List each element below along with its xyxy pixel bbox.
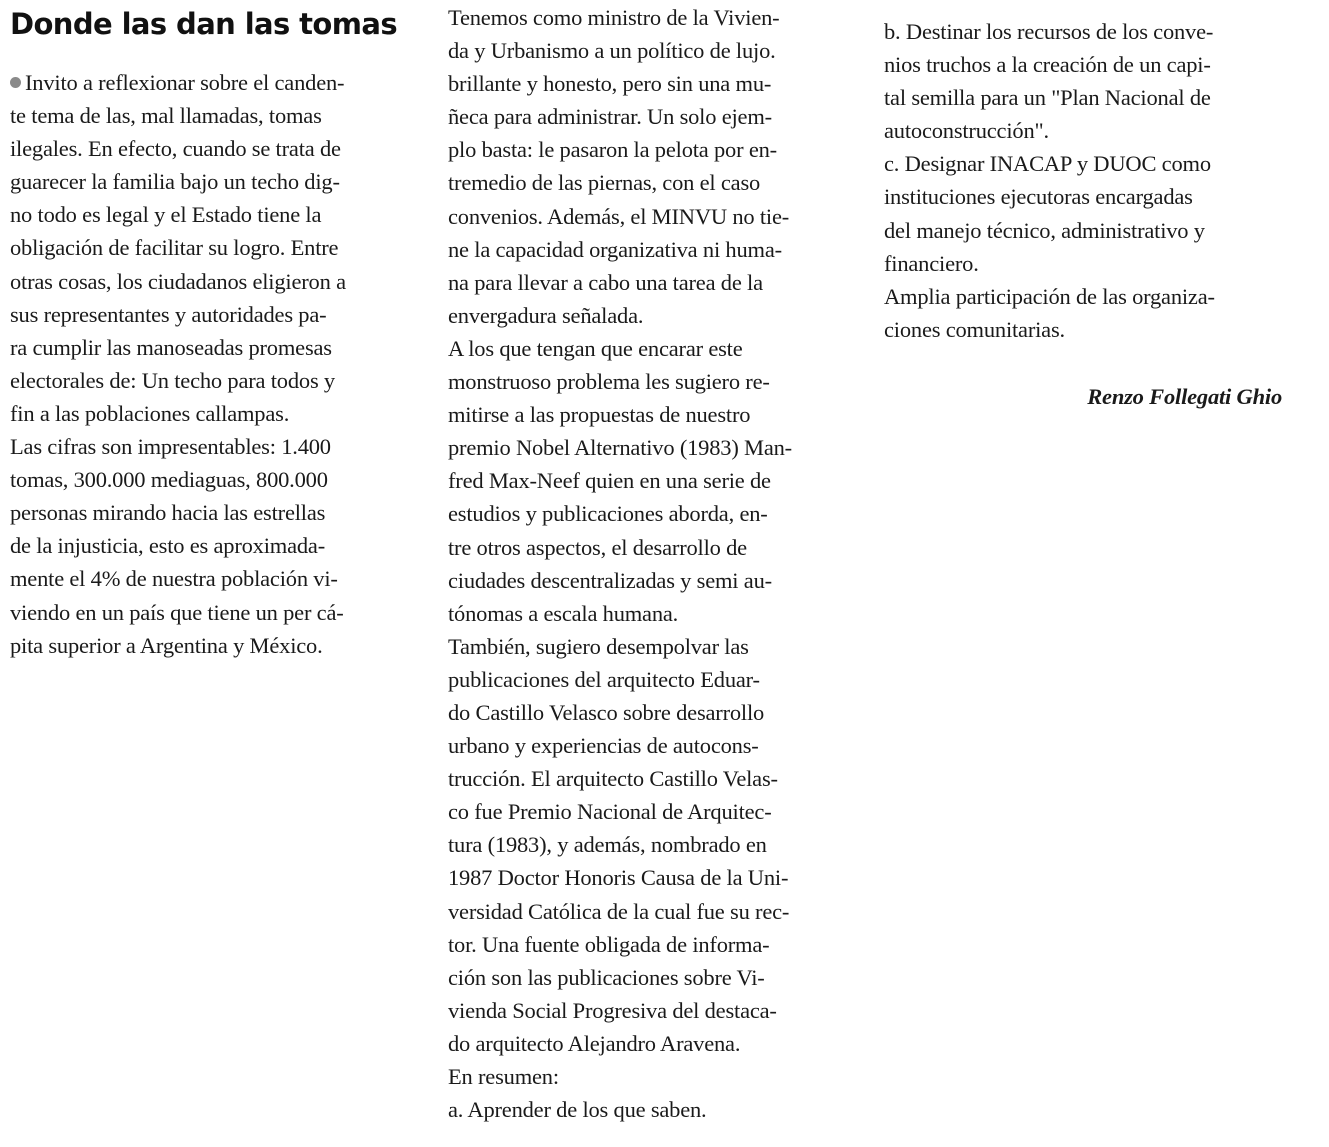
text-line: ra cumplir las manoseadas promesas xyxy=(10,334,332,360)
text-line: co fue Premio Nacional de Arquitec- xyxy=(448,799,772,825)
text-line: instituciones ejecutoras encargadas xyxy=(884,184,1193,210)
text-line: do arquitecto Alejandro Aravena. xyxy=(448,1030,741,1056)
article-column-2 xyxy=(448,0,858,1126)
text-line: ñeca para administrar. Un solo ejem- xyxy=(448,104,772,130)
text-line: tura (1983), y además, nombrado en xyxy=(448,832,767,858)
text-line: fred Max-Neef quien en una serie de xyxy=(448,468,771,494)
text-line: nios truchos a la creación de un capi- xyxy=(884,52,1211,78)
text-line: b. Destinar los recursos de los conve- xyxy=(884,19,1214,44)
text-line: personas mirando hacia las estrellas xyxy=(10,500,326,526)
text-line: urbano y experiencias de autocons- xyxy=(448,733,759,759)
text-line: ciones comunitarias. xyxy=(884,316,1065,342)
text-line: A los que tengan que encarar este xyxy=(448,335,743,361)
text-line: fin a las poblaciones callampas. xyxy=(10,400,290,426)
column-1-text xyxy=(10,66,420,662)
text-line: mitirse a las propuestas de nuestro xyxy=(448,402,751,428)
text-line: do Castillo Velasco sobre desarrollo xyxy=(448,699,765,725)
text-line: pita superior a Argentina y México. xyxy=(10,632,323,658)
text-line: del manejo técnico, administrativo y xyxy=(884,217,1205,243)
text-line: trucción. El arquitecto Castillo Velas- xyxy=(448,766,778,792)
article-headline: Donde las dan las tomas xyxy=(10,7,398,41)
text-line: na para llevar a cabo una tarea de la xyxy=(448,269,763,295)
text-line: También, sugiero desempolvar las xyxy=(448,633,749,659)
text-line: ilegales. En efecto, cuando se trata de xyxy=(10,136,341,162)
text-line: da y Urbanismo a un político de lujo. xyxy=(448,38,776,64)
text-line: ciudades descentralizadas y semi au- xyxy=(448,567,772,593)
bullet-icon xyxy=(10,77,21,88)
text-line: a. Aprender de los que saben. xyxy=(448,1097,707,1123)
text-line: publicaciones del arquitecto Eduar- xyxy=(448,666,760,692)
text-line: otras cosas, los ciudadanos eligieron a xyxy=(10,268,346,294)
text-line: convenios. Además, el MINVU no tie- xyxy=(448,203,790,229)
text-line: monstruoso problema les sugiero re- xyxy=(448,369,770,395)
text-line: envergadura señalada. xyxy=(448,302,644,328)
column-2-text xyxy=(448,1,858,1126)
text-line: no todo es legal y el Estado tiene la xyxy=(10,202,322,228)
text-line: tomas, 300.000 mediaguas, 800.000 xyxy=(10,467,328,493)
text-line: 1987 Doctor Honoris Causa de la Uni- xyxy=(448,865,789,891)
text-line: c. Designar INACAP y DUOC como xyxy=(884,151,1211,177)
text-line: tre otros aspectos, el desarrollo de xyxy=(448,534,747,560)
text-line: premio Nobel Alternativo (1983) Man- xyxy=(448,435,792,461)
text-line: estudios y publicaciones aborda, en- xyxy=(448,501,768,527)
article-column-3 xyxy=(884,0,1294,413)
column-3-text xyxy=(884,15,1294,346)
text-line: financiero. xyxy=(884,250,979,276)
text-line: tal semilla para un "Plan Nacional de xyxy=(884,85,1211,111)
text-line: ne la capacidad organizativa ni huma- xyxy=(448,236,782,262)
text-line: sus representantes y autoridades pa- xyxy=(10,301,327,327)
text-line: obligación de facilitar su logro. Entre xyxy=(10,235,339,261)
text-line: plo basta: le pasaron la pelota por en- xyxy=(448,137,777,163)
article-column-1 xyxy=(10,0,420,662)
text-line-content: Invito a reflexionar sobre el canden- xyxy=(25,70,345,95)
text-line: Tenemos como ministro de la Vivien- xyxy=(448,5,780,30)
text-line: En resumen: xyxy=(448,1064,559,1089)
text-line: tor. Una fuente obligada de informa- xyxy=(448,931,770,957)
text-line: brillante y honesto, pero sin una mu- xyxy=(448,71,772,97)
text-line: mente el 4% de nuestra población vi- xyxy=(10,566,338,592)
author-signature: Renzo Follegati Ghio xyxy=(1087,383,1282,409)
text-line: tremedio de las piernas, con el caso xyxy=(448,170,761,196)
text-line: Amplia participación de las organiza- xyxy=(884,283,1215,309)
text-line: ción son las publicaciones sobre Vi- xyxy=(448,964,765,990)
text-line: de la injusticia, esto es aproximada- xyxy=(10,533,325,559)
text-line: viendo en un país que tiene un per cá- xyxy=(10,599,344,625)
text-line: Las cifras son impresentables: 1.400 xyxy=(10,434,331,460)
text-line: electorales de: Un techo para todos y xyxy=(10,367,335,393)
text-line: tónomas a escala humana. xyxy=(448,600,679,626)
text-line: autoconstrucción". xyxy=(884,118,1049,144)
text-line: te tema de las, mal llamadas, tomas xyxy=(10,103,322,129)
text-line: vienda Social Progresiva del destaca- xyxy=(448,997,777,1023)
text-line xyxy=(10,66,420,99)
text-line: guarecer la familia bajo un techo dig- xyxy=(10,169,340,195)
text-line: versidad Católica de la cual fue su rec- xyxy=(448,898,790,924)
